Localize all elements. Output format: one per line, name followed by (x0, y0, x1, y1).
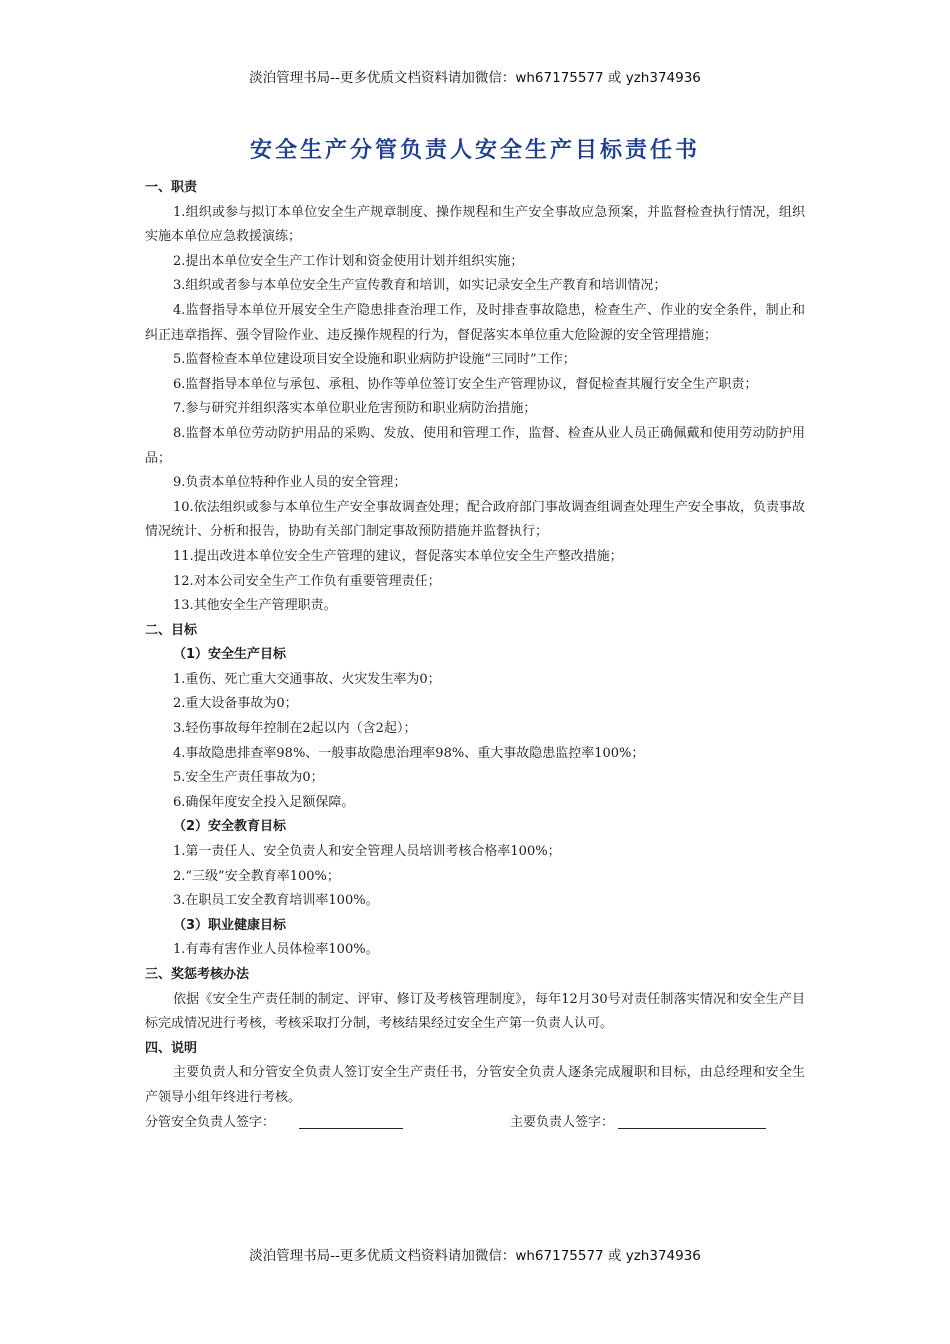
duty-item: 8.监督本单位劳动防护用品的采购、发放、使用和管理工作，监督、检查从业人员正确佩戴和使用劳动防护用品； (145, 425, 805, 466)
goal-item: 2.重大设备事故为0； (173, 696, 298, 712)
duty-item: 10.依法组织或参与本单位生产安全事故调查处理；配合政府部门事故调查组调查处理生产安全事故，负责事故情况统计、分析和报告，协助有关部门制定事故预防措施并监督执行； (145, 499, 805, 540)
duty-item: 9.负责本单位特种作业人员的安全管理； (173, 475, 407, 491)
duty-item: 13.其他安全生产管理职责。 (173, 598, 337, 614)
goal-item: 3.轻伤事故每年控制在2起以内（含2起）； (173, 721, 417, 737)
duty-item: 2.提出本单位安全生产工作计划和资金使用计划并组织实施； (173, 253, 524, 269)
duty-item: 6.监督指导本单位与承包、承租、协作等单位签订安全生产管理协议，督促检查其履行安全生产职责； (173, 376, 758, 392)
section-heading-assessment: 三、奖惩考核办法 (145, 967, 250, 982)
signature-line-deputy[interactable] (299, 1114, 403, 1129)
page-footer: 淡泊管理书局--更多优质文档资料请加微信：wh67175577 或 yzh374936 (249, 1248, 701, 1264)
section-heading-duties: 一、职责 (145, 180, 198, 195)
signature-row (145, 1111, 805, 1136)
signature-label-deputy: 分管安全负责人签字： (145, 1114, 276, 1130)
document-title: 安全生产分管负责人安全生产目标责任书 (249, 138, 700, 163)
goal-item: 2.“三级”安全教育率100%； (173, 868, 340, 884)
signature-label-principal: 主要负责人签字： (510, 1114, 615, 1130)
duty-item: 4.监督指导本单位开展安全生产隐患排查治理工作，及时排查事故隐患，检查生产、作业的安全条件，制止和纠正违章指挥、强令冒险作业、违反操作规程的行为，督促落实本单位重大危险源的安全管理措施； (145, 302, 805, 343)
goal-item: 1.第一责任人、安全负责人和安全管理人员培训考核合格率100%； (173, 844, 561, 860)
section-heading-notes: 四、说明 (145, 1040, 198, 1056)
duty-item: 7.参与研究并组织落实本单位职业危害预防和职业病防治措施； (173, 401, 537, 417)
goal-item: 4.事故隐患排查率98%、一般事故隐患治理率98%、重大事故隐患监控率100%； (173, 745, 645, 761)
goal-item: 6.确保年度安全投入足额保障。 (173, 794, 355, 810)
signature-line-principal[interactable] (618, 1114, 766, 1129)
signature-left (145, 1111, 510, 1136)
notes-text: 主要负责人和分管安全负责人签订安全生产责任书，分管安全负责人逐条完成履职和目标，由总经理和安全生产领导小组年终进行考核。 (145, 1065, 805, 1105)
goal-item: 3.在职员工安全教育培训率100%。 (173, 893, 379, 909)
duty-item: 1.组织或参与拟订本单位安全生产规章制度、操作规程和生产安全事故应急预案，并监督检查执行情况，组织实施本单位应急救援演练； (145, 204, 805, 245)
assessment-text: 依据《安全生产责任制的制定、评审、修订及考核管理制度》，每年12月30号对责任制落实情况和安全生产目标完成情况进行考核，考核采取打分制，考核结果经过安全生产第一负责人认可。 (145, 991, 805, 1032)
signature-right (510, 1111, 766, 1136)
goal-item: 5.安全生产责任事故为0； (173, 770, 324, 786)
duty-item: 5.监督检查本单位建设项目安全设施和职业病防护设施“三同时”工作； (173, 352, 576, 368)
document-body (145, 176, 805, 1135)
goal-item: 1.重伤、死亡重大交通事故、火灾发生率为0； (173, 671, 441, 687)
duty-item: 3.组织或者参与本单位安全生产宣传教育和培训，如实记录安全生产教育和培训情况； (173, 278, 667, 294)
duty-item: 11.提出改进本单位安全生产管理的建议，督促落实本单位安全生产整改措施； (173, 548, 623, 564)
subsection-heading-education: （2）安全教育目标 (173, 819, 287, 835)
subsection-heading-safety: （1）安全生产目标 (173, 647, 287, 663)
goal-item: 1.有毒有害作业人员体检率100%。 (173, 942, 379, 958)
duty-item: 12.对本公司安全生产工作负有重要管理责任； (173, 573, 441, 589)
subsection-heading-health: （3）职业健康目标 (173, 917, 287, 933)
page-header: 淡泊管理书局--更多优质文档资料请加微信：wh67175577 或 yzh374936 (249, 70, 701, 86)
section-heading-goals: 二、目标 (145, 622, 198, 638)
